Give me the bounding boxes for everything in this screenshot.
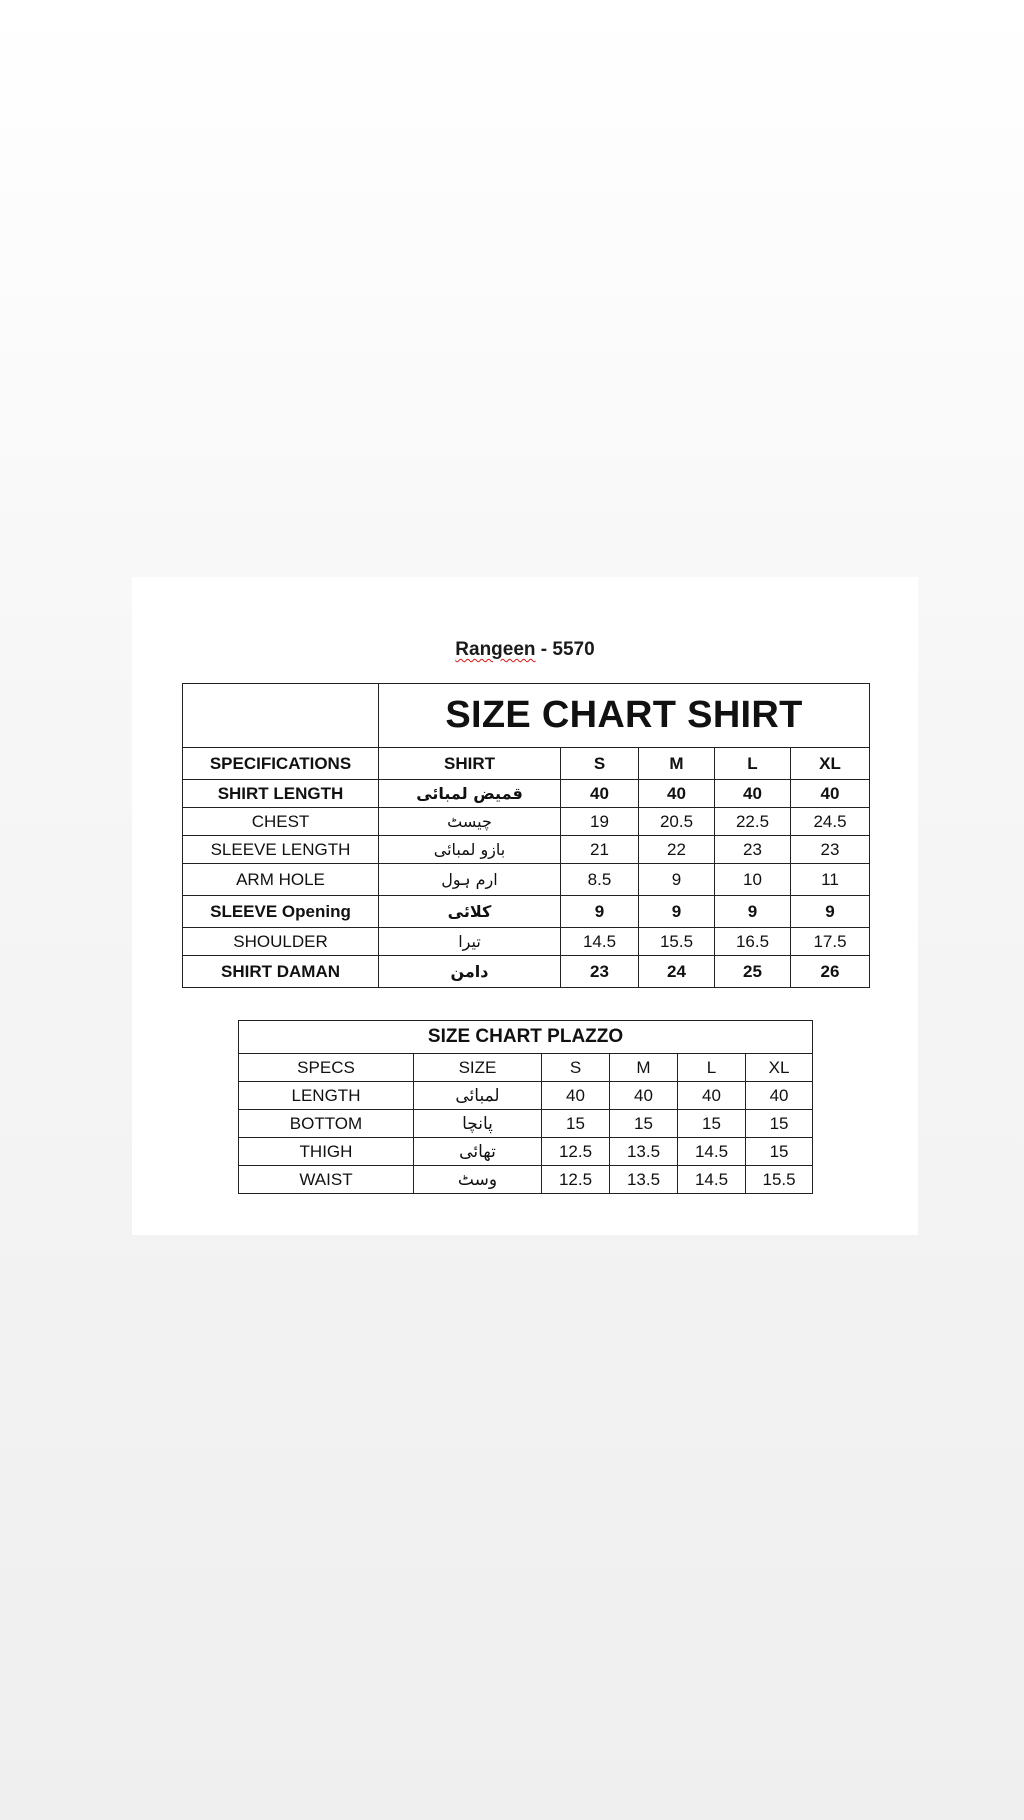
urdu-label-cell: تیرا — [379, 928, 561, 956]
value-cell: 26 — [791, 956, 870, 988]
value-cell: 15 — [678, 1110, 746, 1138]
value-cell: 13.5 — [610, 1166, 678, 1194]
spec-cell: SLEEVE Opening — [183, 896, 379, 928]
header-cell: M — [610, 1054, 678, 1082]
value-cell: 13.5 — [610, 1138, 678, 1166]
value-cell: 40 — [715, 780, 791, 808]
shirt-table-corner-cell — [183, 684, 379, 748]
spec-cell: BOTTOM — [239, 1110, 414, 1138]
shirt-table-header-row — [183, 748, 870, 780]
spec-cell: SHIRT DAMAN — [183, 956, 379, 988]
value-cell: 21 — [561, 836, 639, 864]
header-cell: S — [542, 1054, 610, 1082]
document-title — [132, 639, 918, 661]
header-cell: XL — [746, 1054, 813, 1082]
value-cell: 12.5 — [542, 1166, 610, 1194]
spec-cell: SHIRT LENGTH — [183, 780, 379, 808]
value-cell: 24 — [639, 956, 715, 988]
header-cell: M — [639, 748, 715, 780]
header-cell: SHIRT — [379, 748, 561, 780]
plazzo-size-table — [238, 1020, 813, 1194]
table-row — [183, 780, 870, 808]
shirt-table-title: SIZE CHART SHIRT — [379, 684, 870, 748]
header-cell: SPECS — [239, 1054, 414, 1082]
brand-name: Rangeen — [455, 639, 536, 660]
value-cell: 9 — [639, 864, 715, 896]
value-cell: 20.5 — [639, 808, 715, 836]
table-row — [239, 1082, 813, 1110]
value-cell: 14.5 — [678, 1138, 746, 1166]
table-row — [239, 1138, 813, 1166]
spec-cell: THIGH — [239, 1138, 414, 1166]
value-cell: 40 — [561, 780, 639, 808]
value-cell: 40 — [542, 1082, 610, 1110]
spec-cell: WAIST — [239, 1166, 414, 1194]
value-cell: 15 — [610, 1110, 678, 1138]
value-cell: 10 — [715, 864, 791, 896]
value-cell: 24.5 — [791, 808, 870, 836]
header-cell: S — [561, 748, 639, 780]
value-cell: 19 — [561, 808, 639, 836]
urdu-label-cell: کلائی — [379, 896, 561, 928]
value-cell: 15 — [746, 1138, 813, 1166]
value-cell: 40 — [678, 1082, 746, 1110]
table-row — [183, 808, 870, 836]
value-cell: 16.5 — [715, 928, 791, 956]
value-cell: 15.5 — [746, 1166, 813, 1194]
spec-cell: LENGTH — [239, 1082, 414, 1110]
plazzo-table-header-row — [239, 1054, 813, 1082]
value-cell: 40 — [791, 780, 870, 808]
plazzo-table-title: SIZE CHART PLAZZO — [239, 1021, 813, 1054]
table-row — [239, 1166, 813, 1194]
header-cell: SPECIFICATIONS — [183, 748, 379, 780]
spec-cell: ARM HOLE — [183, 864, 379, 896]
value-cell: 9 — [715, 896, 791, 928]
value-cell: 22 — [639, 836, 715, 864]
table-row — [183, 956, 870, 988]
value-cell: 15 — [542, 1110, 610, 1138]
value-cell: 23 — [715, 836, 791, 864]
value-cell: 22.5 — [715, 808, 791, 836]
urdu-label-cell: تھائی — [414, 1138, 542, 1166]
table-row — [183, 836, 870, 864]
table-row — [183, 896, 870, 928]
table-row — [183, 928, 870, 956]
value-cell: 40 — [746, 1082, 813, 1110]
value-cell: 14.5 — [561, 928, 639, 956]
spec-cell: CHEST — [183, 808, 379, 836]
header-cell: L — [678, 1054, 746, 1082]
value-cell: 25 — [715, 956, 791, 988]
value-cell: 23 — [561, 956, 639, 988]
value-cell: 17.5 — [791, 928, 870, 956]
header-cell: XL — [791, 748, 870, 780]
spec-cell: SLEEVE LENGTH — [183, 836, 379, 864]
value-cell: 15 — [746, 1110, 813, 1138]
value-cell: 14.5 — [678, 1166, 746, 1194]
value-cell: 9 — [791, 896, 870, 928]
shirt-size-table — [182, 683, 870, 988]
product-code: 5570 — [552, 639, 595, 660]
value-cell: 8.5 — [561, 864, 639, 896]
urdu-label-cell: وسٹ — [414, 1166, 542, 1194]
value-cell: 15.5 — [639, 928, 715, 956]
header-cell: SIZE — [414, 1054, 542, 1082]
header-cell: L — [715, 748, 791, 780]
value-cell: 40 — [610, 1082, 678, 1110]
urdu-label-cell: دامن — [379, 956, 561, 988]
value-cell: 9 — [639, 896, 715, 928]
size-chart-document — [132, 577, 918, 1235]
urdu-label-cell: پانچا — [414, 1110, 542, 1138]
urdu-label-cell: لمبائی — [414, 1082, 542, 1110]
table-row — [183, 864, 870, 896]
table-row — [239, 1110, 813, 1138]
urdu-label-cell: بازو لمبائی — [379, 836, 561, 864]
urdu-label-cell: ارم ہول — [379, 864, 561, 896]
urdu-label-cell: چیسٹ — [379, 808, 561, 836]
value-cell: 12.5 — [542, 1138, 610, 1166]
value-cell: 11 — [791, 864, 870, 896]
value-cell: 9 — [561, 896, 639, 928]
spec-cell: SHOULDER — [183, 928, 379, 956]
urdu-label-cell: قمیض لمبائی — [379, 780, 561, 808]
value-cell: 23 — [791, 836, 870, 864]
value-cell: 40 — [639, 780, 715, 808]
title-separator: - — [535, 639, 553, 660]
